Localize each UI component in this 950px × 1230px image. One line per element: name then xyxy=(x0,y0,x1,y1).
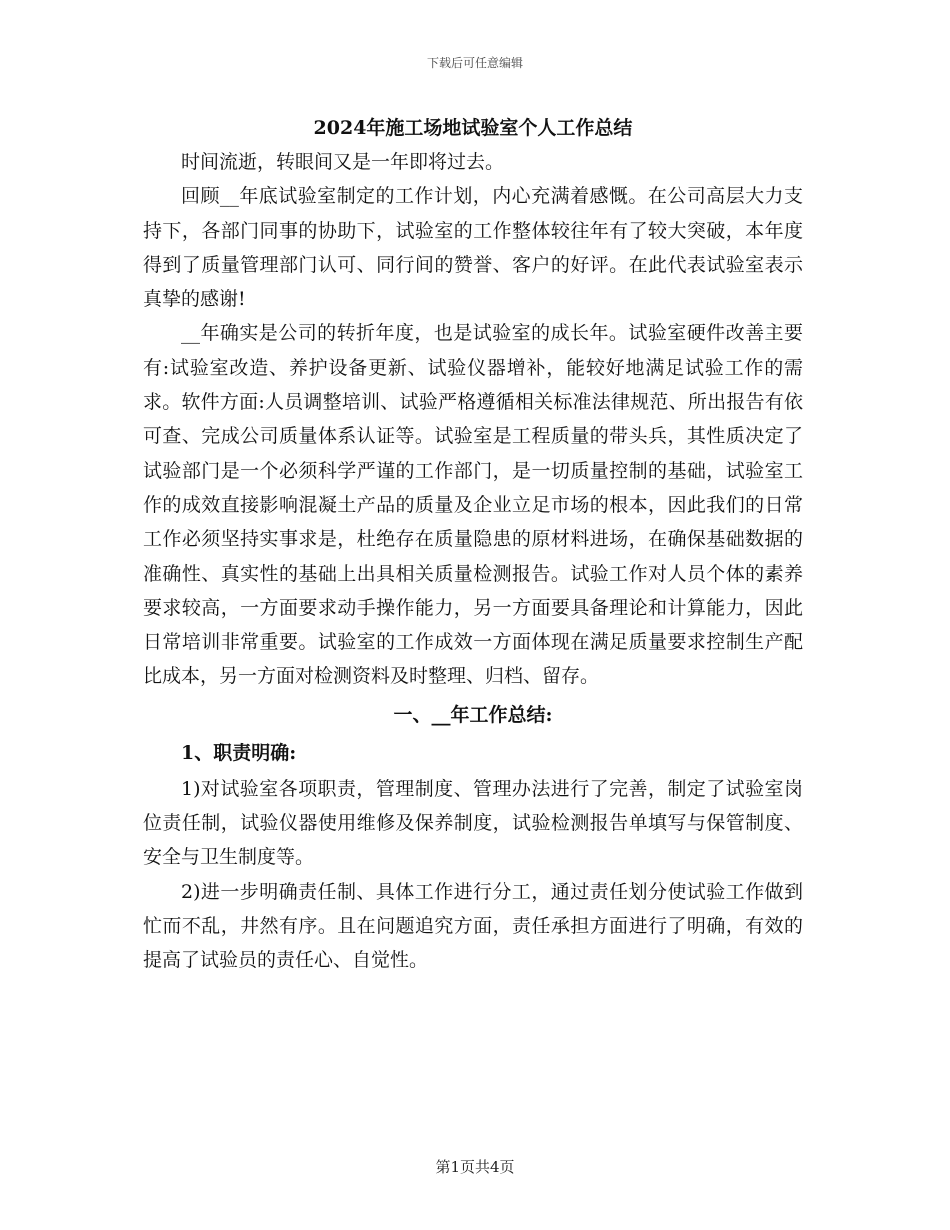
page-number: 第1页共4页 xyxy=(435,1158,515,1176)
paragraph: 时间流逝，转眼间又是一年即将过去。 xyxy=(181,151,505,173)
paragraph: __年确实是公司的转折年度，也是试验室的成长年。试验室硬件改善主要有:试验室改造、养护设备更新、试验仪器增补，能较好地满足试验工作的需求。软件方面:人员调整培训、试验严格遵循相关标准法律规范、所出报告有依可查、完成公司质量体系认证等。试验室是工程质量的带头兵，其性质决定了试验部门是一个必须科学严谨的工作部门，是一切质量控制的基础，试验室工作的成效直接影响混凝土产品的质量及企业立足市场的根本，因此我们的日常工作必须坚持实事求是，杜绝存在质量隐患的原材料进场，在确保基础数据的准确性、真实性的基础上出具相关质量检测报告。试验工作对人员个体的素养要求较高，一方面要求动手操作能力，另一方面要具备理论和计算能力，因此日常培训非常重要。试验室的工作成效一方面体现在满足质量要求控制生产配比成本，另一方面对检测资料及时整理、归档、留存。 xyxy=(143,322,803,688)
paragraph: 2)进一步明确责任制、具体工作进行分工，通过责任划分使试验工作做到忙而不乱，井然有序。且在问题追究方面，责任承担方面进行了明确，有效的提高了试验员的责任心、自觉性。 xyxy=(143,880,803,972)
paragraph: 回顾__年底试验室制定的工作计划，内心充满着感慨。在公司高层大力支持下，各部门同事的协助下，试验室的工作整体较往年有了较大突破，本年度得到了质量管理部门认可、同行间的赞誉、客户的好评。在此代表试验室表示真挚的感谢! xyxy=(143,185,803,311)
page-header-note: 下载后可任意编辑 xyxy=(426,56,523,70)
document-title: 2024年施工场地试验室个人工作总结 xyxy=(313,117,633,139)
sub-heading: 1、职责明确: xyxy=(181,741,297,764)
document-body xyxy=(143,113,803,978)
paragraph: 1)对试验室各项职责，管理制度、管理办法进行了完善，制定了试验室岗位责任制，试验仪器使用维修及保养制度，试验检测报告单填写与保管制度、安全与卫生制度等。 xyxy=(143,777,803,869)
section-heading: 一、__年工作总结: xyxy=(393,703,553,726)
